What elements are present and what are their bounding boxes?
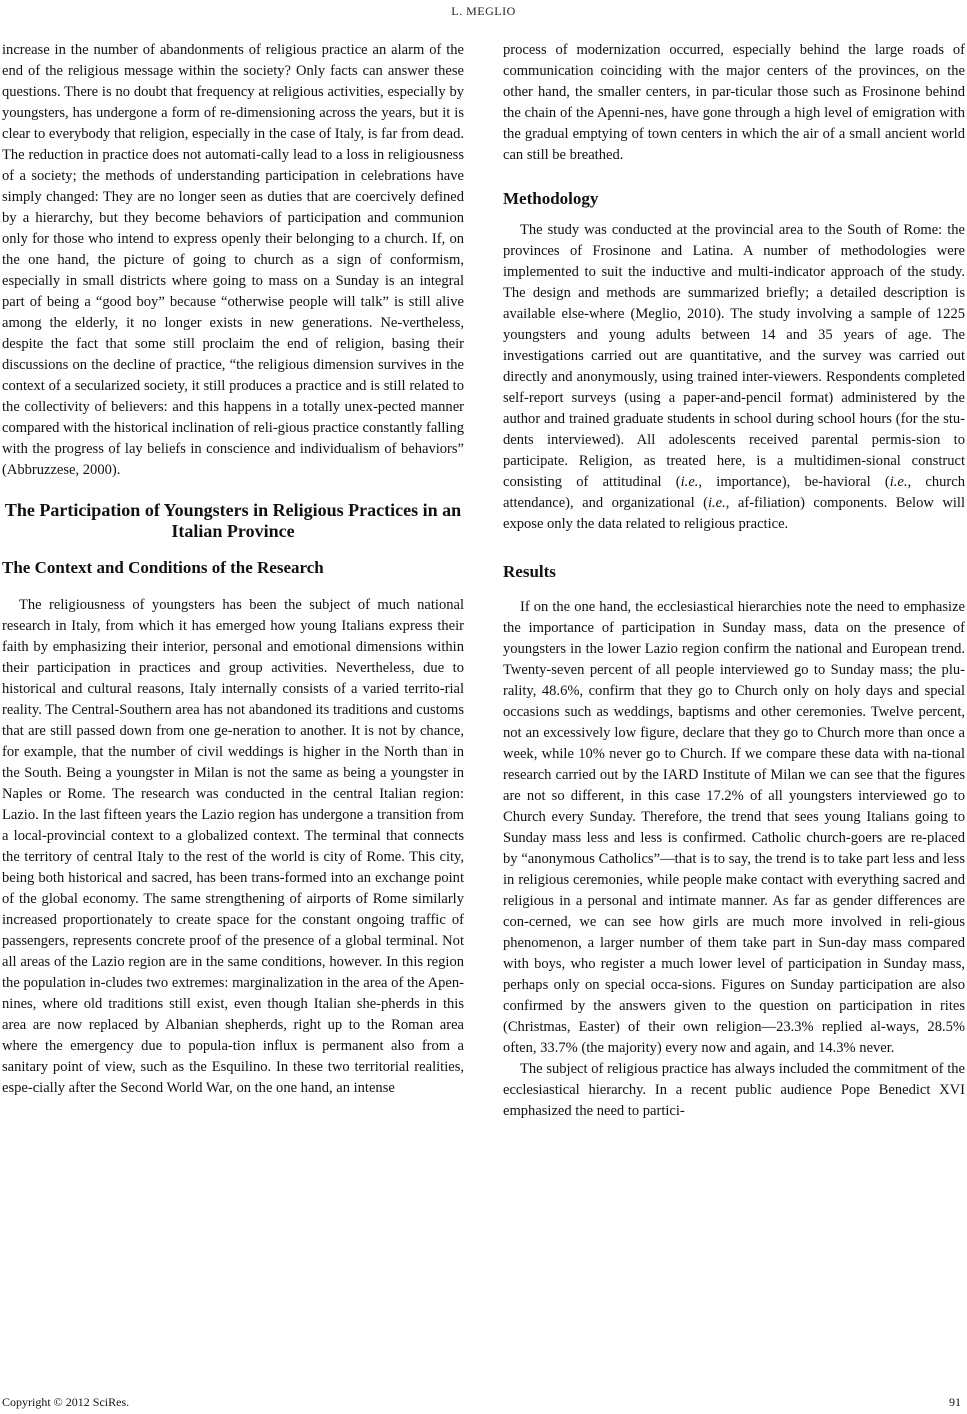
paragraph: increase in the number of abandonments of religious practice an alarm of the end of the religious message within the society? Only facts can answer these questions. There is no doubt that frequency at religious activities, especially by youngsters, has undergone a form of re-dimensioning across the years, but it is clear to everybody that religion, especially in the case of Italy, is far from dead. The reduction in practice does not automati-cally lead to a loss in religiousness of a society; the methods of understanding participation in celebrations have simply changed: They are no longer seen as duties that are coercively defined by a hierarchy, but they become behaviors of participation and communion only for those who intend to express openly their belonging to a church. If, on the one hand, the picture of going to church as a sign of conformism, especially in small districts where going to mass on a Sunday is an integral part of being a “good boy” because “otherwise people will talk” is still alive among the elderly, it no longer exists in new generations. Ne-vertheless, despite the fact that some still proclaim the end of religion, basing their discussions on the decline of practice, “the religious dimension survives in the context of a secularized society, it still produces a practice and is still related to the collectivity of believers: and this happens in a totally unex-pected manner compared with the historical inclination of reli-gious practice constantly falling with the progress of lay beliefs in conscience and individualism of behaviors” (Abbruzzese, 2000).	[2, 42, 464, 478]
methodology-heading: Methodology	[503, 189, 599, 208]
left-column	[2, 40, 464, 1099]
copyright: Copyright © 2012 SciRes.	[2, 1395, 130, 1409]
paragraph: The religiousness of youngsters has been the subject of much national research in Italy, from which it has emerged how young Italians express their faith by emphasizing their interior, personal and emotional dimensions within their participation in practices and group activities. Nevertheless, due to historical and cultural reasons, Italy internally consists of a varied territo-rial reality. The Central-Southern area has not abandoned its traditions and customs that are still passed down from one ge-neration to another. It is not by chance, for example, that the number of civil weddings is higher in the North than in the South. Being a youngster in Milan is not the same as being a youngster in Naples or Rome. The research was conducted in the central Italian region: Lazio. In the last fifteen years the Lazio region has undergone a transition from a local-provincial context to a globalized context. The terminal that connects the territory of central Italy to the rest of the world is city of Rome. This city, being both historical and sacred, has been trans-formed into an exchange point of the global economy. The same strengthening of airports of Rome similarly increased proportionately to create space for the constant ongoing traffic of passengers, represents concrete proof of the presence of a global terminal. Not all areas of the Lazio region are in the same conditions, however. In this region the population in-cludes two extremes: marginalization in the area of the Apen-nines, where old traditions still exist, even though Italian she-pherds in this area are now replaced by Albanian shepherds, right up to the Roman area where the emergency due to popula-tion influx is permanent also from a sanitary point of view, such as the Esquilino. In these two territorial realities, espe-cially after the Second World War, on the one hand, an intense	[2, 597, 464, 1096]
subsection-title: The Context and Conditions of the Research	[2, 558, 324, 577]
right-column	[503, 40, 965, 1122]
section-title: The Participation of Youngsters in Religious Practices in an Italian Province	[4, 500, 462, 541]
results-paragraph: The subject of religious practice has always included the commitment of the ecclesiastical hierarchy. In a recent public audience Pope Benedict XVI emphasized the need to partici-	[503, 1061, 965, 1119]
results-heading: Results	[503, 562, 556, 581]
methodology-paragraph: The study was conducted at the provincial area to the South of Rome: the provinces of Frosinone and Latina. A number of methodologies were implemented to suit the inductive and multi-indicator approach of the study. The design and methods are summarized briefly; a detailed description is available else-where (Meglio, 2010). The study involving a sample of 1225 youngsters and young adults between 14 and 35 years of age. The investigations carried out are quantitative, and the survey was carried out directly and anonymously, using trained inter-viewers. Respondents completed self-report surveys (using a paper-and-pencil format) administered by the author and trained graduate students in school during school hours (for the stu-dents interviewed). All adolescents received parental permis-sion to participate. Religion, as treated here, is a multidimen-sional construct consisting of attitudinal (i.e., importance), be-havioral (i.e., church attendance), and organizational (i.e., af-filiation) components. Below will expose only the data related to religious practice.	[503, 222, 965, 532]
page-number: 91	[949, 1395, 961, 1409]
paragraph: process of modernization occurred, especially behind the large roads of communication coinciding with the major centers of the provinces, on the other hand, the smaller centers, in par-ticular those such as Frosinone behind the chain of the Apenni-nes, have gone through a high level of emigration with the gradual emptying of town centers in which the air of a small ancient world can still be breathed.	[503, 42, 965, 163]
running-head: L. MEGLIO	[451, 4, 516, 18]
results-paragraph: If on the one hand, the ecclesiastical hierarchies note the need to emphasize the importance of participation in Sunday mass, data on the presence of youngsters in the lower Lazio region confirm the national and European trend. Twenty-seven percent of all people interviewed go to Sunday mass; the plu-rality, 48.6%, confirm that they go to Church only on holy days and special occasions such as weddings, baptisms and other ceremonies. Twelve percent, not an excessively low figure, declare that they go to Church more than once a week, while 10% never go to Church. If we compare these data with na-tional research carried out by the IARD Institute of Milan we can see that the figures are not so different, in this case 17.2% of all youngsters interviewed go to Church every Sunday. Therefore, the trend that sees young Italians going to Sunday mass less and less is confirmed. Catholic church-goers are re-placed by “anonymous Catholics”—that is to say, the trend is to take part less and less in religious ceremonies, while people make contact with everything sacred and religious in a personal and intimate manner. As far as gender differences are con-cerned, we can see how girls are much more involved in reli-gious phenomenon, a larger number of them take part in Sun-day mass compared with boys, who register a much lower level of participation in Sunday mass, perhaps only on special occa-sions. Figures on Sunday participation are also confirmed by the answers given to the question on participation in rites (Christmas, Easter) of their own religion—23.3% replied al-ways, 28.5% often, 33.7% (the majority) every now and again, and 14.3% never.	[503, 599, 965, 1056]
